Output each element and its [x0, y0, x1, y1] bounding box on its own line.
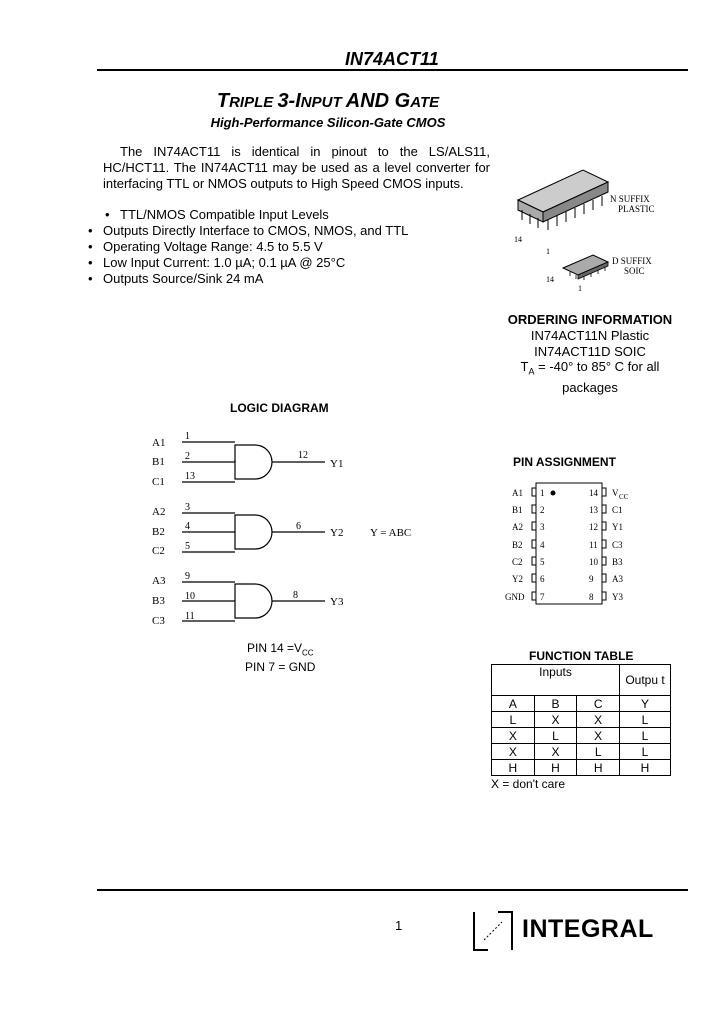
- footer-rule: [97, 889, 688, 891]
- table-cell: X: [492, 728, 535, 744]
- pin-number: 1: [540, 488, 545, 498]
- table-cell: X: [577, 712, 620, 728]
- table-cell: H: [492, 760, 535, 776]
- bullet: •: [88, 239, 93, 254]
- ordering-line: IN74ACT11N Plastic: [530, 328, 650, 343]
- feature-list: [88, 223, 409, 287]
- title-part: 3-I: [277, 90, 301, 112]
- table-cell: L: [534, 728, 577, 744]
- soic-package-icon: [563, 255, 608, 280]
- soic-pin1: 1: [578, 284, 582, 293]
- table-cell: L: [492, 712, 535, 728]
- gate3-in-b: B3: [152, 595, 165, 607]
- and-gate-3: [152, 571, 344, 627]
- table-cell: L: [577, 744, 620, 760]
- gate2-out-pin: 6: [296, 521, 301, 532]
- pin-number: 3: [540, 522, 545, 532]
- gate1-pin-b: 2: [185, 451, 190, 462]
- gate3-pin-c: 11: [185, 611, 195, 622]
- gate1-pin-a: 1: [185, 431, 190, 442]
- soic-pin14: 14: [546, 275, 554, 284]
- pin-label: C3: [612, 540, 623, 550]
- gate1-in-c: C1: [152, 476, 165, 488]
- gate1-output: Y1: [330, 458, 344, 470]
- feature-item: TTL/NMOS Compatible Input Levels: [120, 207, 329, 222]
- table-cell: L: [620, 712, 671, 728]
- gate3-pin-b: 10: [185, 591, 195, 602]
- integral-logo-icon: [472, 910, 514, 952]
- title-part: AND G: [345, 90, 411, 112]
- gate3-in-a: A3: [152, 575, 166, 587]
- intro-text: The IN74ACT11 is identical in pinout to the LS/ALS11, HC/HCT11. The IN74ACT11 may be used as a level converter for interfacing TTL or NMOS outputs to High Speed CMOS inputs.: [103, 144, 490, 191]
- n-suffix-label: N SUFFIX: [610, 194, 650, 204]
- pin-number: 2: [540, 505, 545, 515]
- logic-diagram-heading: LOGIC DIAGRAM: [230, 401, 329, 415]
- pin-number: 11: [589, 540, 598, 550]
- pin-assignment-diagram: [495, 480, 675, 610]
- feature-item: Outputs Directly Interface to CMOS, NMOS, and TTL: [103, 223, 409, 238]
- ordering-temp-2: packages: [562, 380, 618, 396]
- d-suffix-type: SOIC: [624, 266, 645, 276]
- gate2-pin-b: 4: [185, 521, 190, 532]
- output-group-header: Outpu t: [620, 665, 671, 696]
- pin-label: GND: [505, 592, 525, 602]
- gate2-pin-c: 5: [185, 541, 190, 552]
- ordering-line: IN74ACT11D SOIC: [534, 343, 646, 359]
- pin14-text: PIN 14 =V: [247, 641, 303, 655]
- right-pins: [589, 488, 629, 602]
- gate3-out-pin: 8: [293, 590, 298, 601]
- pin-label: C1: [612, 505, 623, 515]
- dip-pin1: 1: [546, 247, 550, 256]
- title-part: NPUT: [300, 94, 346, 111]
- pin-assignment-heading: PIN ASSIGNMENT: [513, 455, 616, 469]
- pin-number: 12: [589, 522, 598, 532]
- package-illustration: [508, 160, 688, 295]
- pin7-note: PIN 7 = GND: [245, 660, 316, 675]
- table-cell: X: [534, 744, 577, 760]
- d-suffix-label: D SUFFIX: [612, 256, 652, 266]
- table-cell: H: [534, 760, 577, 776]
- gate3-pin-a: 9: [185, 571, 190, 582]
- header-rule: [97, 69, 688, 71]
- table-cell: L: [620, 728, 671, 744]
- table-cell: H: [577, 760, 620, 776]
- pin-number: 5: [540, 557, 545, 567]
- page-subtitle: High-Performance Silicon-Gate CMOS: [210, 115, 446, 130]
- pin-number: 8: [589, 592, 594, 602]
- pin-label: Y3: [612, 592, 623, 602]
- temp-sub: A: [528, 366, 535, 377]
- logic-equation: Y = ABC: [370, 527, 412, 539]
- bullet: •: [88, 255, 93, 270]
- n-suffix-type: PLASTIC: [618, 204, 655, 214]
- table-cell: L: [620, 744, 671, 760]
- table-row: [492, 760, 671, 776]
- gate1-out-pin: 12: [298, 450, 308, 461]
- table-cell: X: [534, 712, 577, 728]
- function-table-note: X = don't care: [491, 777, 566, 791]
- title-part: ATE: [410, 94, 440, 111]
- page-number: 1: [395, 918, 403, 933]
- feature-item: Outputs Source/Sink 24 mA: [103, 271, 264, 286]
- column-header: Y: [620, 696, 671, 712]
- table-row: [492, 712, 671, 728]
- left-pins: [505, 488, 545, 602]
- pin1-marker-icon: [551, 491, 556, 496]
- gate2-output: Y2: [330, 527, 344, 539]
- table-row: [492, 665, 671, 696]
- ordering-temp: [480, 359, 700, 380]
- column-header: B: [534, 696, 577, 712]
- pin-number: 10: [589, 557, 598, 567]
- gate1-pin-c: 13: [185, 471, 195, 482]
- function-table: [491, 664, 671, 776]
- logic-diagram: [140, 425, 430, 640]
- column-header: A: [492, 696, 535, 712]
- bullet: •: [88, 223, 93, 238]
- pin14-note: [247, 641, 315, 660]
- brand-name: INTEGRAL: [522, 915, 654, 943]
- title-part: RIPLE: [229, 94, 278, 111]
- pin-number: 13: [589, 505, 598, 515]
- table-row: [492, 728, 671, 744]
- table-row: [492, 744, 671, 760]
- gate1-in-b: B1: [152, 456, 165, 468]
- dip-pin14: 14: [514, 235, 522, 244]
- header-part-number: IN74ACT11: [345, 49, 439, 69]
- pin-number: 14: [589, 488, 598, 498]
- table-cell: X: [492, 744, 535, 760]
- pin-label: B2: [512, 540, 523, 550]
- dip-package-icon: [518, 170, 608, 230]
- gate1-in-a: A1: [152, 437, 166, 449]
- pin-label: B3: [612, 557, 623, 567]
- power-pins-note: [247, 641, 315, 675]
- ordering-heading: ORDERING INFORMATION: [507, 312, 673, 327]
- gate3-output: Y3: [330, 596, 344, 608]
- pin-label-sub: CC: [619, 493, 629, 501]
- feature-item: Low Input Current: 1.0 µA; 0.1 µA @ 25°C: [103, 255, 346, 270]
- pin-number: 7: [540, 592, 545, 602]
- temp-text: = -40° to 85° C for all: [534, 359, 660, 374]
- bullet: •: [105, 207, 110, 222]
- pin14-sub: CC: [302, 648, 314, 658]
- and-gate-2: [152, 502, 411, 557]
- ordering-info: [480, 328, 700, 396]
- page-title: [0, 90, 688, 113]
- feature-list-first: [105, 207, 329, 223]
- pin-label: Y1: [612, 522, 623, 532]
- gate2-pin-a: 3: [185, 502, 190, 513]
- pin-label: V: [612, 488, 619, 498]
- table-row: [492, 696, 671, 712]
- pin-number: 9: [589, 574, 594, 584]
- column-header: C: [577, 696, 620, 712]
- gate2-in-b: B2: [152, 526, 165, 538]
- gate2-in-a: A2: [152, 506, 166, 518]
- inputs-group-header: Inputs: [492, 665, 620, 696]
- title-part: T: [216, 90, 230, 112]
- pin-label: A2: [512, 522, 523, 532]
- feature-item: Operating Voltage Range: 4.5 to 5.5 V: [103, 239, 323, 254]
- pin-label: B1: [512, 505, 523, 515]
- gate2-in-c: C2: [152, 545, 165, 557]
- temp-prefix: T: [520, 359, 529, 374]
- table-cell: X: [577, 728, 620, 744]
- function-table-heading: FUNCTION TABLE: [529, 649, 634, 663]
- table-cell: H: [620, 760, 671, 776]
- intro-paragraph: [103, 144, 490, 192]
- pin-label: A3: [612, 574, 623, 584]
- and-gate-1: [152, 431, 343, 488]
- pin-label: C2: [512, 557, 523, 567]
- pin-number: 6: [540, 574, 545, 584]
- pin-number: 4: [540, 540, 545, 550]
- pin-label: A1: [512, 488, 523, 498]
- gate3-in-c: C3: [152, 615, 165, 627]
- pin-label: Y2: [512, 574, 523, 584]
- bullet: •: [88, 271, 93, 286]
